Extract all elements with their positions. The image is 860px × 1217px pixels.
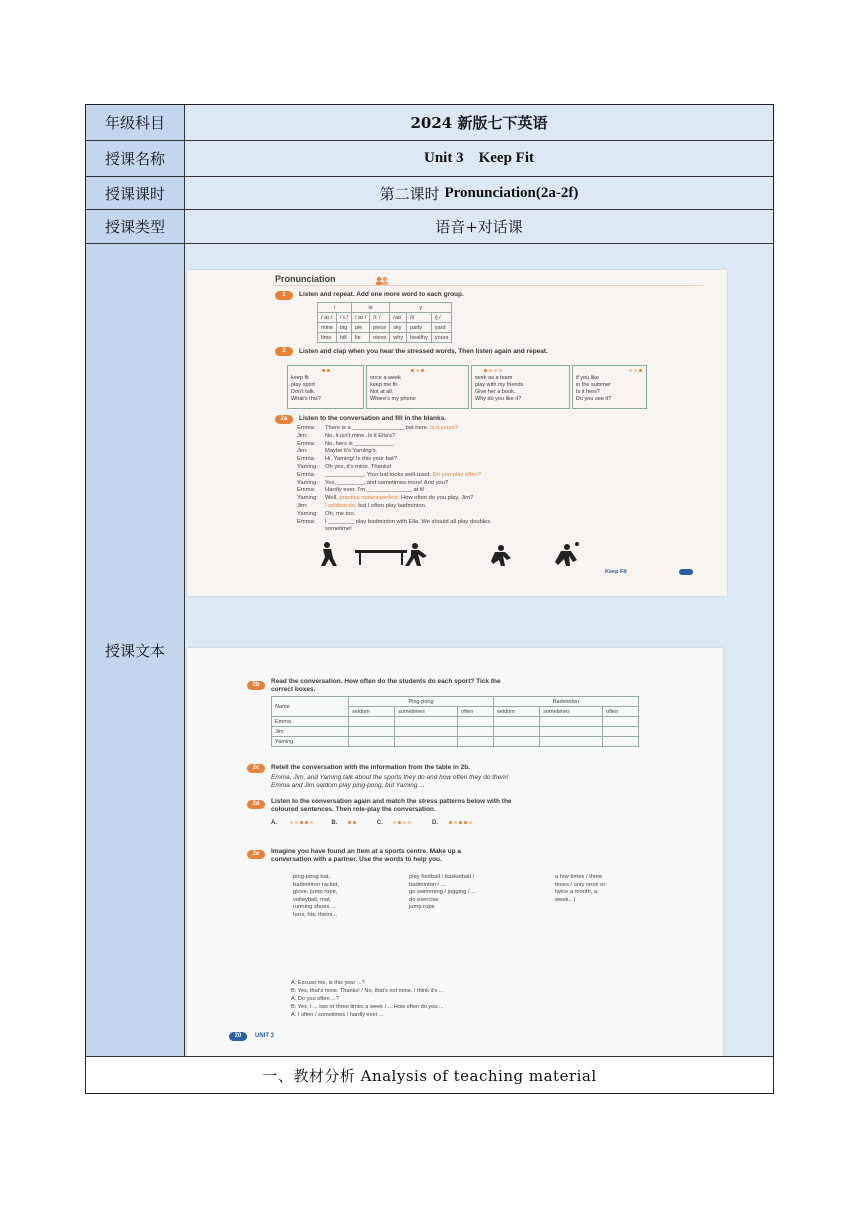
dialogue-line <box>297 487 490 495</box>
option-c-pattern <box>392 820 412 826</box>
speaker: Yaming: <box>297 479 318 486</box>
word-cell: niece <box>370 333 390 343</box>
task-2c-example-2: Emma and Jim seldom play ping-pong, but Yaming ... <box>271 782 425 789</box>
task-1-text: Listen and repeat. Add one more word to each group. <box>299 291 464 298</box>
lesson-text-label: 授课文本 <box>86 244 185 1056</box>
sub-header: often <box>458 707 494 717</box>
speaker: Jim: <box>297 502 308 509</box>
word-cell: lie <box>352 333 370 343</box>
word-cell: yours <box>431 333 451 343</box>
word-cell: sky <box>390 323 407 333</box>
sub-header: sometimes <box>395 707 458 717</box>
name-header: Name <box>272 697 349 717</box>
task-2-text: Listen and clap when you hear the stressed words. Then listen again and repeat. <box>299 348 548 355</box>
dialogue-line <box>297 448 490 456</box>
word-item: week...) <box>555 896 576 903</box>
option-d-pattern <box>448 820 473 826</box>
phonics-words-row-2 <box>318 333 452 343</box>
lesson-text-content <box>185 244 773 1056</box>
highlighted-text: practice makes perfect. <box>337 495 400 502</box>
task-1-badge: 1 <box>275 291 293 300</box>
task-2d-badge: 2d <box>247 800 265 809</box>
line-text: No, it isn't mine. Is it Ella's? <box>325 432 396 439</box>
phonics-heads-row <box>318 303 452 313</box>
lesson-period-label: 授课课时 <box>86 177 185 209</box>
row-analysis <box>86 1057 773 1093</box>
subject-label: 年级科目 <box>86 105 185 140</box>
table-row <box>272 727 639 737</box>
lesson-name-value <box>185 141 773 176</box>
word-item: glove, jump rope, <box>293 889 338 896</box>
dialogue-line <box>297 480 490 488</box>
word-item: badminton / ... <box>409 881 446 888</box>
line-text: ____________. Your bat looks well-used. <box>325 471 432 478</box>
task-2c-badge: 2c <box>247 764 265 773</box>
table-row <box>272 737 639 747</box>
dialogue-line <box>297 472 490 480</box>
sub-header: seldom <box>493 707 539 717</box>
stress-options <box>271 820 473 826</box>
line-text: Oh, me too. <box>325 510 356 517</box>
frequency-table <box>271 696 639 747</box>
word-column-3 <box>555 874 605 904</box>
pronunciation-heading: Pronunciation <box>275 274 336 284</box>
dialogue-line <box>297 519 490 527</box>
stress-item: Why do you like it? <box>475 396 522 402</box>
dialogue-line <box>297 503 490 511</box>
phonics-table <box>317 302 452 343</box>
line-text: Oh yes, it's mine. Thanks! <box>325 463 392 470</box>
word-cell: hill <box>336 333 351 343</box>
word-item: badminton racket, <box>293 881 340 888</box>
sub-header: often <box>603 707 639 717</box>
speaker: Emma: <box>297 440 316 447</box>
sound-cell: / aɪ / <box>352 313 370 323</box>
stress-item: Where's my phone <box>370 396 416 402</box>
speaker: Jim: <box>297 448 308 455</box>
page-number-badge <box>679 569 693 575</box>
speaker: Yaming: <box>297 463 318 470</box>
word-item: ping-pong bat, <box>293 874 331 880</box>
row-lesson-name <box>86 141 773 177</box>
word-item: jump rope <box>409 904 435 911</box>
phonics-sounds-row <box>318 313 452 323</box>
speaker: Jim: <box>297 432 308 439</box>
word-item: times / only once or <box>555 881 606 888</box>
task-2b-badge: 2b <box>247 681 265 690</box>
word-column-2 <box>409 874 476 912</box>
textbook-page-conversation <box>187 648 723 1056</box>
word-cell: why <box>390 333 407 343</box>
line-text: Hi, Yaming! Is this your bat? <box>325 456 397 463</box>
task-2d-text-1: Listen to the conversation again and match the stress patterns below with the <box>271 798 512 805</box>
task-2e-text-2: conversation with a partner. Use the words to help you. <box>271 856 442 863</box>
stress-item: if you like <box>576 375 599 381</box>
stress-item: keep me fit <box>370 382 397 388</box>
word-item: a few times / three <box>555 874 603 880</box>
line-text: There is a ________________ bat here. <box>325 425 429 431</box>
stress-item: Is it hers? <box>576 389 600 395</box>
stress-item: keep fit <box>291 375 309 381</box>
line-text: I ________ play badminton with Ella. We should all play doubles <box>325 518 491 525</box>
option-label: D. <box>432 820 439 826</box>
stress-item: once a week <box>370 375 401 381</box>
task-2b-text-2: correct boxes. <box>271 686 316 693</box>
row-lesson-period <box>86 177 773 210</box>
word-cell: party <box>407 323 432 333</box>
page-number: 20 <box>229 1032 247 1041</box>
word-item: go swimming / jogging / ... <box>409 889 477 896</box>
line-text-continued: How often do you play, Jim? <box>399 495 474 502</box>
speaker: Emma: <box>297 456 316 463</box>
people-icon <box>375 273 389 283</box>
sub-header: sometimes <box>540 707 603 717</box>
lesson-type-label: 授课类型 <box>86 210 185 243</box>
textbook-page-pronunciation <box>187 270 727 596</box>
stress-item: Not at all. <box>370 389 394 395</box>
model-line: A: Do you often ...? <box>291 996 339 1002</box>
word-item: volleyball, mat, <box>293 896 332 903</box>
word-item: running shoes ... <box>293 904 336 911</box>
line-text: Well, <box>325 495 338 502</box>
dialogue-line <box>297 511 490 519</box>
stress-item: play with my friends <box>475 382 524 388</box>
badminton-header: Badminton <box>493 697 638 707</box>
task-2a-text: Listen to the conversation and fill in the blanks. <box>299 415 446 422</box>
lesson-period-bold: Pronunciation(2a-2f) <box>444 184 579 201</box>
line-text-continued: but I often play badminton. <box>356 502 427 509</box>
stress-item: Do you see it? <box>576 396 612 402</box>
line-text: No, hers is ____________. <box>325 440 395 447</box>
stress-box-2 <box>366 365 469 409</box>
stress-dots <box>475 368 566 375</box>
phonics-head: y <box>390 303 452 313</box>
stress-item: What's this? <box>291 396 321 402</box>
stress-dots <box>370 368 465 375</box>
speaker: Emma: <box>297 471 316 478</box>
highlighted-text: Do you play often? <box>431 471 481 478</box>
line-text: Yes, ________, and sometimes more! And you? <box>325 479 449 486</box>
dialogue-line <box>297 425 490 433</box>
lesson-period-value <box>185 177 773 209</box>
stress-box-1 <box>287 365 364 409</box>
phonics-head: i <box>318 303 352 313</box>
stress-box-3 <box>471 365 570 409</box>
page-footer-label: Keep Fit <box>605 569 627 575</box>
row-subject <box>86 105 773 141</box>
name-cell: Yaming <box>272 737 349 747</box>
line-text: Maybe it's Yaming's. <box>325 448 378 455</box>
speaker: Yaming: <box>297 495 318 502</box>
dialogue-line <box>297 456 490 464</box>
task-2c-text: Retell the conversation with the information from the table in 2b. <box>271 764 470 771</box>
task-2c-example-1: Emma, Jim, and Yaming talk about the sports they do and how often they do them! <box>271 774 509 781</box>
row-lesson-text <box>86 244 773 1057</box>
model-line: B: Yes, that's mine. Thanks! / No, that's not mine. I think it's ... <box>291 988 444 994</box>
lesson-name-label: 授课名称 <box>86 141 185 176</box>
task-2e-badge: 2e <box>247 850 265 859</box>
highlighted-text: I seldom do, <box>325 502 357 509</box>
sound-cell: / aɪ / <box>318 313 337 323</box>
phonics-head: ie <box>352 303 390 313</box>
sub-header: seldom <box>349 707 395 717</box>
stress-item: play sport <box>291 382 315 388</box>
task-2a-badge: 2a <box>275 415 293 424</box>
phonics-words-row-1 <box>318 323 452 333</box>
dialogue-line <box>297 441 490 449</box>
word-column-1 <box>293 874 339 920</box>
speaker: Emma: <box>297 518 316 525</box>
speaker: Emma: <box>297 425 316 431</box>
stress-dots <box>576 368 643 375</box>
header-rule <box>273 285 703 286</box>
option-label: A. <box>271 820 277 826</box>
option-label: B. <box>331 820 338 826</box>
word-cell: big <box>336 323 351 333</box>
lesson-period-prefix: 第二课时 <box>379 184 445 203</box>
sound-cell: / ɪ / <box>336 313 351 323</box>
option-a-pattern <box>289 820 314 826</box>
stress-item: Give her a book. <box>475 389 516 395</box>
highlighted-text: Is it yours? <box>428 425 459 431</box>
table-row <box>272 717 639 727</box>
word-cell: yard <box>431 323 451 333</box>
line-text: sometime! <box>325 526 352 533</box>
task-2e-text-1: Imagine you have found an item at a sports centre. Make up a <box>271 848 461 855</box>
name-cell: Emma <box>272 717 349 727</box>
sound-cell: /iː / <box>370 313 390 323</box>
word-item: play football / basketball / <box>409 874 475 880</box>
task-2d-text-2: coloured sentences. Then role-play the conversation. <box>271 806 436 813</box>
word-cell: healthy <box>407 333 432 343</box>
word-cell: pie <box>352 323 370 333</box>
line-text: Hardly ever. I'm ______________ at it! <box>325 487 425 494</box>
unit-label: UNIT 3 <box>255 1033 275 1039</box>
stress-item: Don't talk. <box>291 389 316 395</box>
stress-item: in the summer <box>576 382 611 388</box>
sound-cell: /i/ <box>407 313 432 323</box>
stress-box-4 <box>572 365 647 409</box>
dialogue <box>297 425 490 534</box>
word-cell: piece <box>370 323 390 333</box>
analysis-heading: 一、教材分析 Analysis of teaching material <box>86 1057 773 1093</box>
sound-cell: /j / <box>431 313 451 323</box>
model-line: B: Yes, I ... two or three times a week / ... How often do you ... <box>291 1004 444 1010</box>
speaker: Yaming: <box>297 510 318 517</box>
dialogue-line <box>297 495 490 503</box>
speaker: Emma: <box>297 487 316 494</box>
lesson-name-text: Unit 3 Keep Fit <box>424 150 534 166</box>
word-cell: time <box>318 333 337 343</box>
subject-value: 2024 新版七下英语 <box>185 105 773 140</box>
lesson-plan-table <box>85 104 774 1094</box>
dialogue-line <box>297 433 490 441</box>
lesson-type-value: 语音+对话课 <box>185 210 773 243</box>
task-2-badge: 2 <box>275 347 293 356</box>
option-b-pattern <box>347 820 357 826</box>
word-item: do exercise <box>409 896 439 903</box>
name-cell: Jim <box>272 727 349 737</box>
word-item: hers, his, theirs... <box>293 911 338 918</box>
task-2b-text-1: Read the conversation. How often do the students do each sport? Tick the <box>271 678 501 685</box>
word-item: twice a month, a <box>555 889 598 896</box>
sports-silhouettes-image <box>315 540 615 568</box>
model-line: A: Excuse me, is this your ...? <box>291 980 365 986</box>
ping-pong-header: Ping-pong <box>349 697 494 707</box>
stress-item: work as a team <box>475 375 513 381</box>
frequency-head-row <box>272 697 639 707</box>
model-dialogue <box>291 979 444 1019</box>
word-cell: mine <box>318 323 337 333</box>
stress-dots <box>291 368 360 375</box>
row-lesson-type <box>86 210 773 244</box>
model-line: A: I often / sometimes / hardly ever ... <box>291 1012 384 1018</box>
option-label: C. <box>376 820 383 826</box>
dialogue-line <box>297 526 490 534</box>
sound-cell: /aɪ/ <box>390 313 407 323</box>
dialogue-line <box>297 464 490 472</box>
